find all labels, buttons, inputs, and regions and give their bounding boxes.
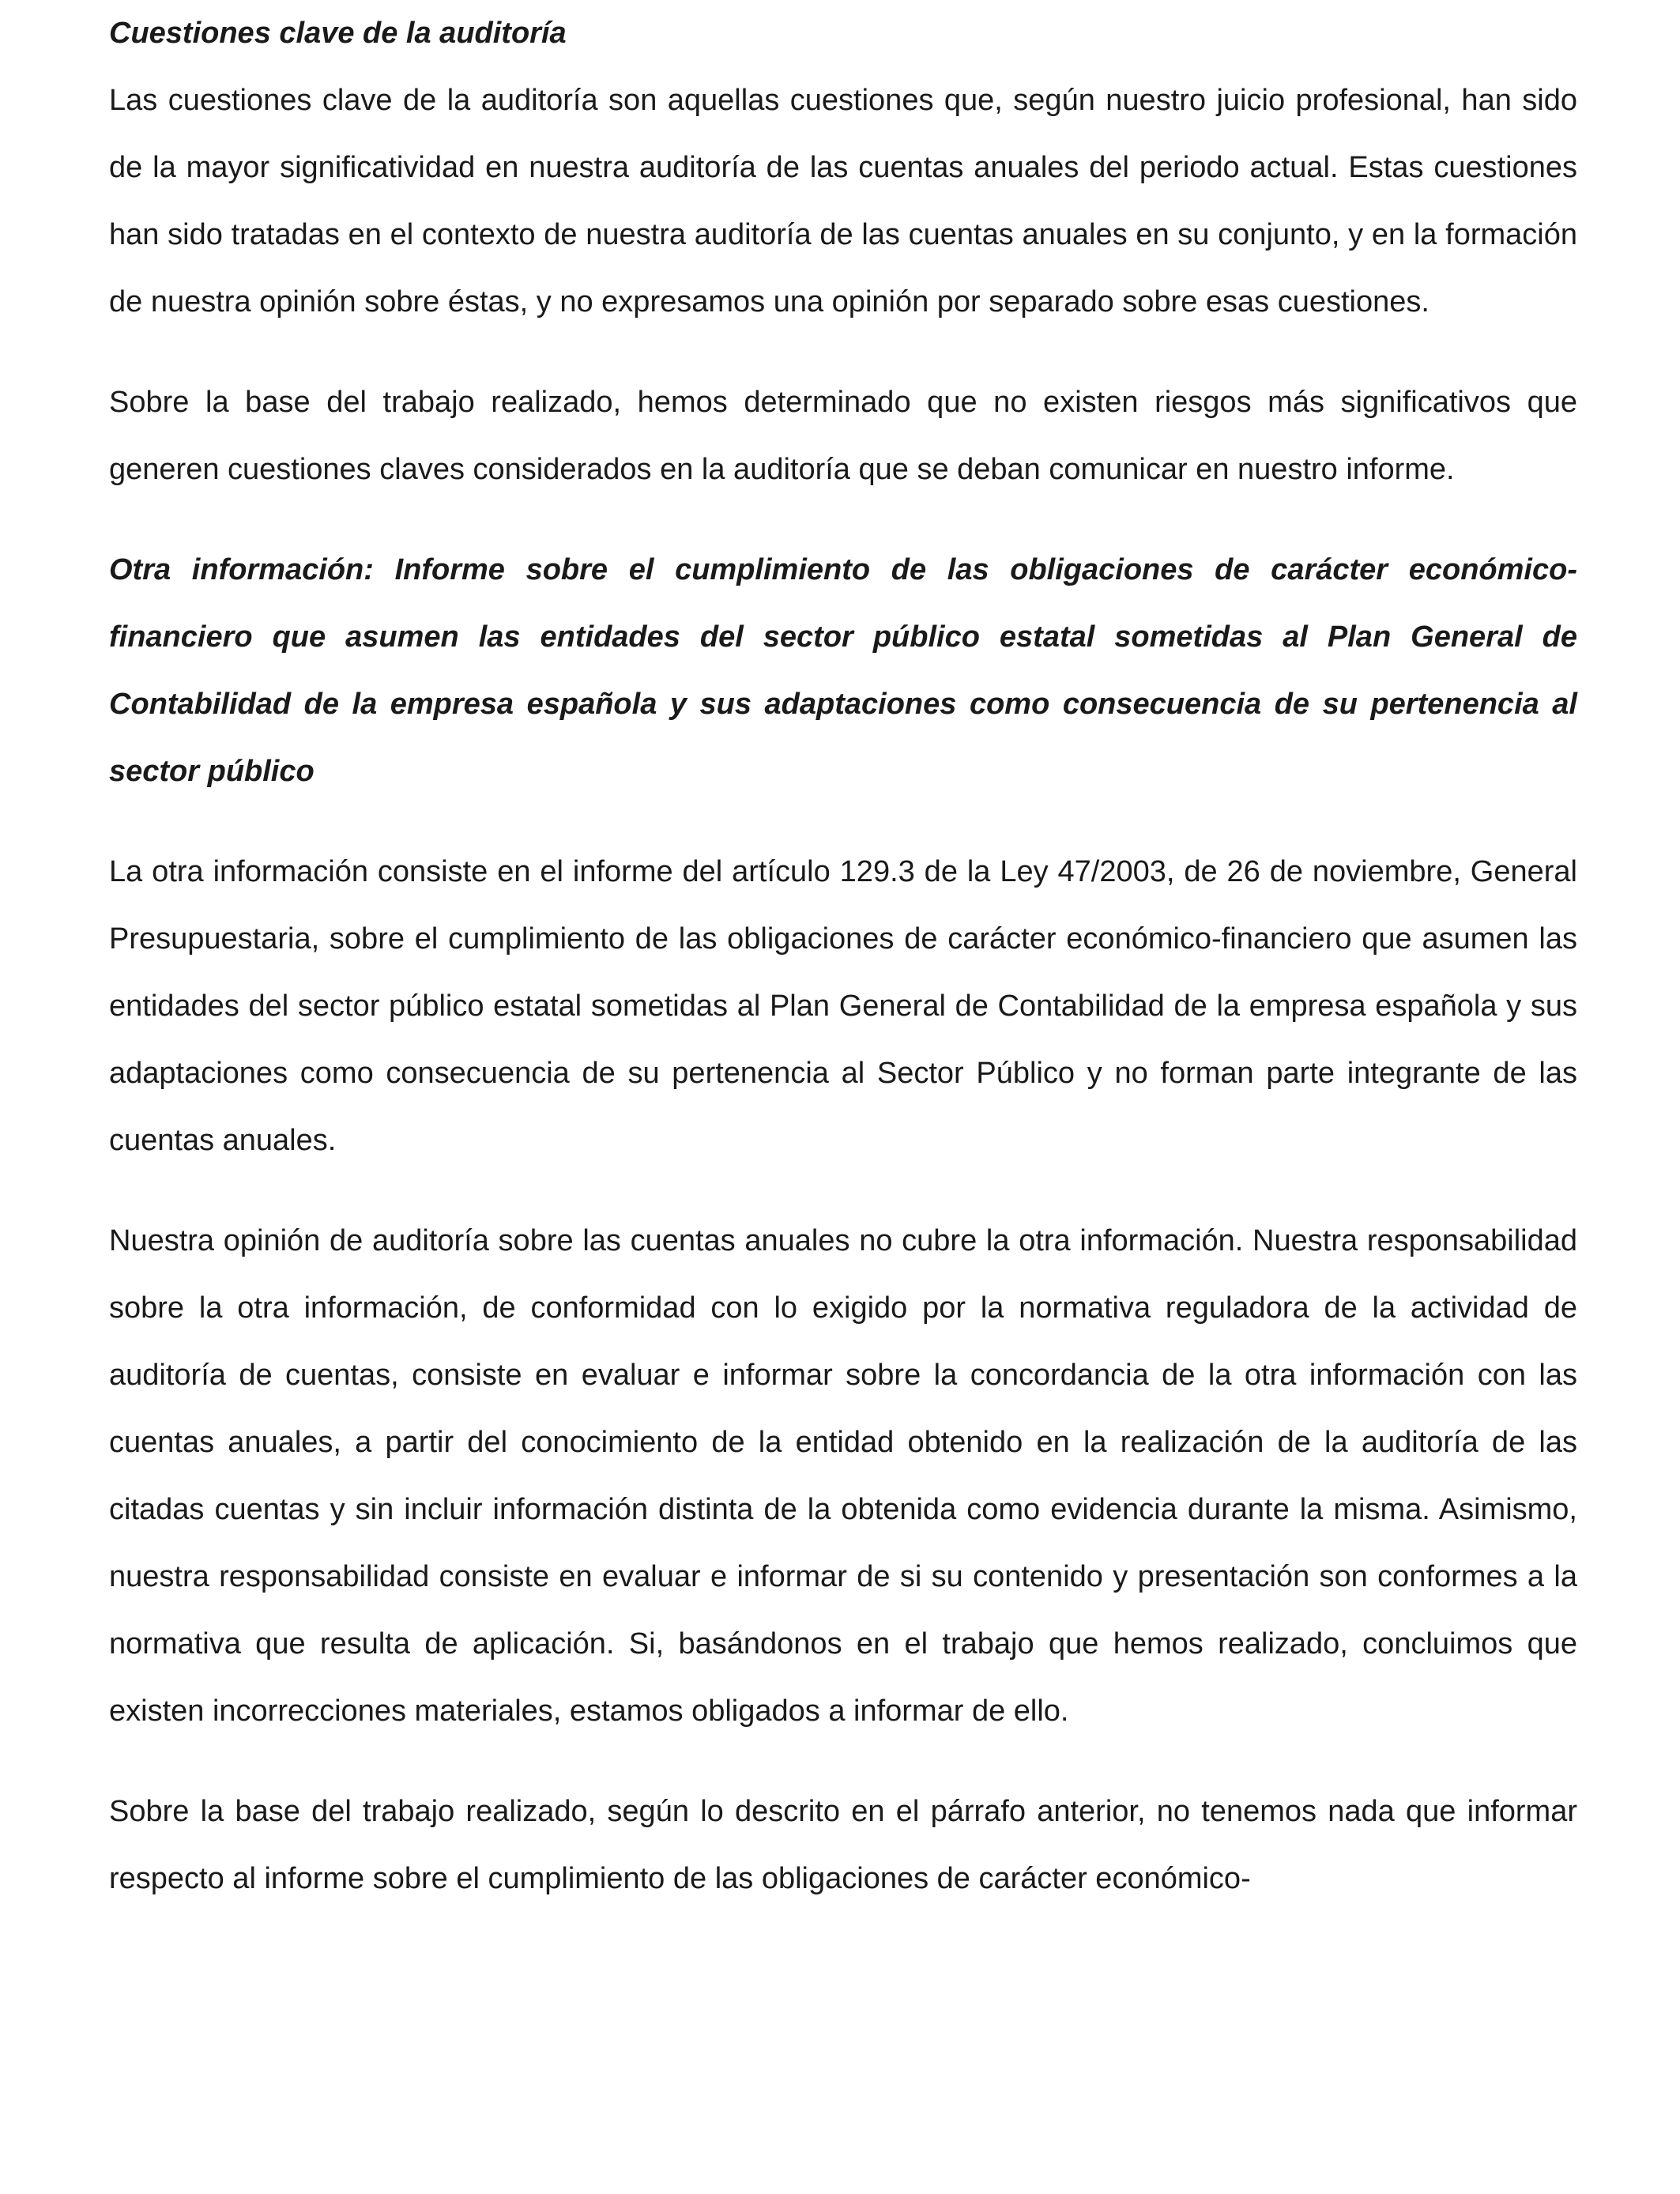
document-page	[109, 0, 1577, 1913]
paragraph-other-info-conclusion: Sobre la base del trabajo realizado, según lo descrito en el párrafo anterior, no tenemos nada que informar respecto al informe sobre el cumplimiento de las obligaciones de carácter económico-	[109, 1795, 1577, 1895]
paragraph-key-matters-conclusion: Sobre la base del trabajo realizado, hemos determinado que no existen riesgos más significativos que generen cuestiones claves considerados en la auditoría que se deban comunicar en nuestro informe.	[109, 386, 1577, 486]
paragraph-key-matters-definition: Las cuestiones clave de la auditoría son aquellas cuestiones que, según nuestro juicio profesional, han sido de la mayor significatividad en nuestra auditoría de las cuentas anuales del periodo actual. Estas cuestiones han sido tratadas en el contexto de nuestra auditoría de las cuentas anuales en su conjunto, y en la formación de nuestra opinión sobre éstas, y no expresamos una opinión por separado sobre esas cuestiones.	[109, 84, 1577, 319]
heading-other-information: Otra información: Informe sobre el cumplimiento de las obligaciones de carácter económico-financiero que asumen las entidades del sector público estatal sometidas al Plan General de Contabilidad de la empresa española y sus adaptaciones como consecuencia de su pertenencia al sector público	[109, 553, 1577, 788]
heading-key-audit-matters: Cuestiones clave de la auditoría	[109, 17, 567, 50]
paragraph-other-info-responsibility: Nuestra opinión de auditoría sobre las cuentas anuales no cubre la otra información. Nuestra responsabilidad sobre la otra información, de conformidad con lo exigido por la normativa reguladora de la actividad de auditoría de cuentas, consiste en evaluar e informar sobre la concordancia de la otra información con las cuentas anuales, a partir del conocimiento de la entidad obtenido en la realización de la auditoría de las citadas cuentas y sin incluir información distinta de la obtenida como evidencia durante la misma. Asimismo, nuestra responsabilidad consiste en evaluar e informar de si su contenido y presentación son conformes a la normativa que resulta de aplicación. Si, basándonos en el trabajo que hemos realizado, concluimos que existen incorrecciones materiales, estamos obligados a informar de ello.	[109, 1224, 1577, 1728]
paragraph-other-info-description: La otra información consiste en el informe del artículo 129.3 de la Ley 47/2003, de 26 de noviembre, General Presupuestaria, sobre el cumplimiento de las obligaciones de carácter económico-financiero que asumen las entidades del sector público estatal sometidas al Plan General de Contabilidad de la empresa española y sus adaptaciones como consecuencia de su pertenencia al Sector Público y no forman parte integrante de las cuentas anuales.	[109, 855, 1577, 1157]
